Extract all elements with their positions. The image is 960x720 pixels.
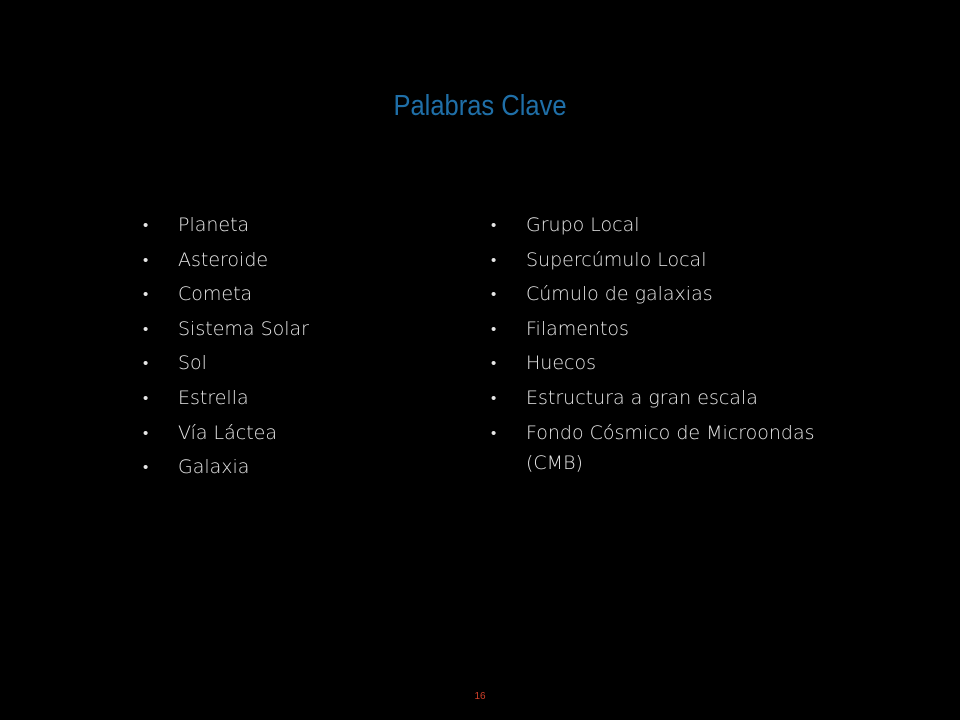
list-item — [143, 348, 443, 378]
list-item-label: Supercúmulo Local — [526, 248, 707, 271]
list-item — [491, 210, 851, 240]
list-item-label: Estructura a gran escala — [526, 386, 758, 409]
list-item — [143, 210, 443, 240]
list-item — [143, 245, 443, 275]
list-item-label: Huecos — [526, 352, 596, 375]
list-item-label: Planeta — [178, 214, 250, 236]
list-item — [491, 348, 851, 378]
list-item — [143, 452, 443, 482]
list-item — [143, 418, 443, 448]
list-item — [491, 418, 851, 478]
list-item — [143, 314, 443, 344]
slide-title: Palabras Clave — [393, 90, 567, 122]
list-item-label: Cúmulo de galaxias — [526, 283, 713, 306]
bullet-icon: • — [491, 423, 497, 442]
list-item — [143, 279, 443, 309]
list-item — [143, 383, 443, 413]
bullet-icon: • — [491, 216, 497, 234]
list-item-label: Sistema Solar — [178, 317, 309, 340]
page-number: 16 — [474, 691, 486, 702]
list-item-label: Asteroide — [178, 248, 269, 271]
bullet-icon: • — [143, 388, 149, 407]
bullet-icon: • — [491, 388, 497, 407]
bullet-icon: • — [491, 285, 497, 304]
list-item — [491, 383, 851, 413]
list-item-label: Estrella — [178, 386, 249, 409]
list-item-label: Cometa — [178, 283, 253, 306]
bullet-icon: • — [491, 250, 497, 269]
list-item-label: Grupo Local — [526, 214, 640, 236]
list-item — [491, 245, 851, 275]
keyword-list-left — [143, 210, 443, 487]
list-item — [491, 279, 851, 309]
bullet-icon: • — [143, 319, 149, 338]
bullet-icon: • — [143, 354, 149, 373]
bullet-icon: • — [143, 423, 149, 442]
list-item-label: Galaxia — [178, 456, 250, 479]
bullet-icon: • — [143, 250, 149, 269]
list-item-label: Sol — [178, 352, 207, 375]
list-item-label: Fondo Cósmico de Microondas (CMB) — [526, 421, 815, 474]
bullet-icon: • — [143, 216, 149, 234]
keyword-list-right — [491, 210, 851, 482]
list-item-label: Vía Láctea — [178, 421, 277, 444]
bullet-icon: • — [491, 354, 497, 373]
bullet-icon: • — [491, 319, 497, 338]
bullet-icon: • — [143, 285, 149, 304]
bullet-icon: • — [143, 458, 149, 477]
list-item — [491, 314, 851, 344]
list-item-label: Filamentos — [526, 317, 629, 340]
